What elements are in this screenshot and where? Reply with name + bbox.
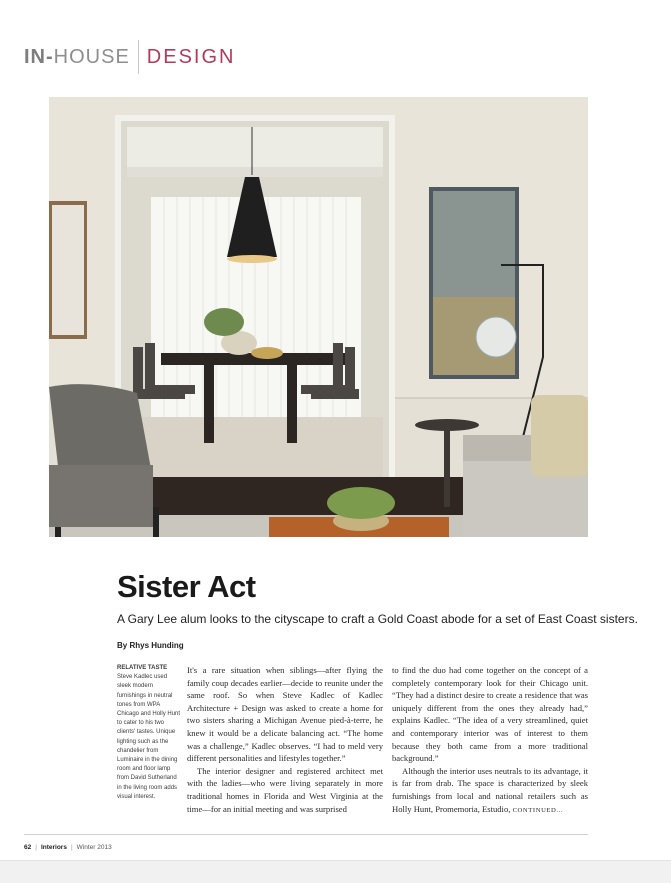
photo-caption [117,664,181,802]
page-bottom-edge [0,860,671,883]
footer-separator: | [35,844,37,851]
article-title: Sister Act [117,569,256,604]
page-footer [24,844,112,851]
section-word: HOUSE [53,45,130,68]
article-deck: A Gary Lee alum looks to the cityscape to craft a Gold Coast abode for a set of East Coast sisters. [117,612,638,626]
article-byline: By Rhys Hunding [117,641,184,650]
body-paragraph: The interior designer and registered architect met with the ladies—who were living separately in more traditional homes in Florida and West Virginia at the time—for an initial meeting and was surprised [187,765,383,814]
body-paragraph [392,765,588,817]
body-paragraph: to find the duo had come together on the concept of a completely contemporary look for their Chicago unit. “They had a distinct desire to create a residence that was uniquely different from the ones they already had,” explains Kadlec. “The idea of a very streamlined, quiet and contemporary interior was of interest to them because they both came from a more traditional background.” [392,665,588,764]
interior-photo [49,97,588,537]
issue-date: Winter 2013 [76,844,112,851]
body-column-1 [187,664,383,815]
footer-rule [24,834,588,835]
body-paragraph-text: Although the interior uses neutrals to its advantage, it is far from drab. The space is characterized by sleek furnishings from local and national retailers such as Holly Hunt, Promemoria, Estudio, [392,765,588,814]
footer-separator: | [70,844,73,851]
body-paragraph: It's a rare situation when siblings—after flying the family coup decades earlier—decide to reunite under the same roof. So when Steve Kadlec of Kadlec Architecture + Design was asked to create a home for two sisters sharing a Michigan Avenue pied-à-terre, he knew it would be a delicate balancing act. “The home was a challenge,” Kadlec observes. “I had to meld very different personalities and lifestyles together.” [187,665,383,764]
section-category: DESIGN [146,45,236,68]
continued-marker: CONTINUED... [512,806,564,814]
section-divider [138,40,139,74]
caption-text: Steve Kadlec used sleek modern furnishings in neutral tones from WPA Chicago and Holly Hunt to cater to his two clients' tastes. Unique lighting such as the chandelier from Luminaire in the dining room and floor lamp from David Sutherland in the living room adds visual interest. [117,674,181,800]
page-number: 62 [24,844,32,851]
section-prefix: IN- [24,45,54,68]
magazine-name: Interiors [40,844,67,851]
caption-label: RELATIVE TASTE [117,665,168,671]
body-column-2 [392,664,588,817]
section-header [24,42,235,72]
